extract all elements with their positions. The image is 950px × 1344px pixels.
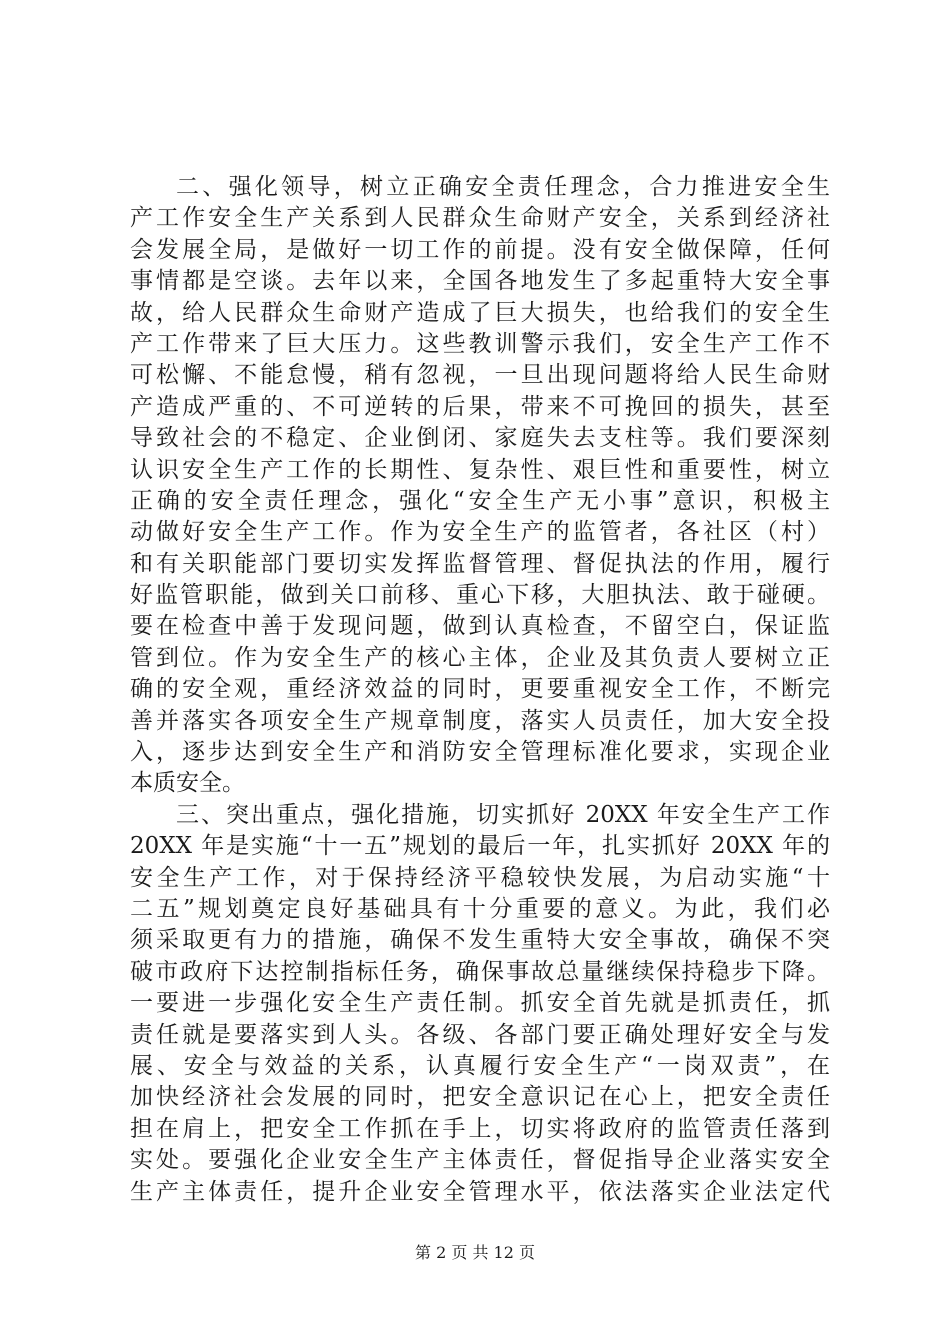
text-line: 责任就是要落实到人头。各级、各部门要正确处理好安全与发: [130, 1021, 830, 1048]
text-line: 管到位。作为安全生产的核心主体，企业及其负责人要树立正: [130, 644, 830, 671]
text-line: 二、强化领导，树立正确安全责任理念，合力推进安全生: [176, 174, 830, 200]
text-line: 可松懈、不能怠慢，稍有忽视，一旦出现问题将给人民生命财: [130, 362, 830, 389]
text-line: 三、突出重点，强化措施，切实抓好 20XX 年安全生产工作: [176, 801, 830, 828]
text-line: 安全生产工作，对于保持经济平稳较快发展，为启动实施“十: [130, 864, 830, 891]
text-line: 会发展全局，是做好一切工作的前提。没有安全做保障，任何: [130, 236, 830, 263]
text-line: 二五”规划奠定良好基础具有十分重要的意义。为此，我们必: [130, 895, 830, 922]
text-line: 故，给人民群众生命财产造成了巨大损失，也给我们的安全生: [130, 299, 830, 326]
page-footer: 第 2 页 共 12 页: [415, 1243, 535, 1262]
text-line: 一要进一步强化安全生产责任制。抓安全首先就是抓责任，抓: [130, 990, 830, 1017]
text-line: 要在检查中善于发现问题，做到认真检查，不留空白，保证监: [130, 613, 830, 640]
text-line: 须采取更有力的措施，确保不发生重特大安全事故，确保不突: [130, 927, 830, 954]
text-line: 事情都是空谈。去年以来，全国各地发生了多起重特大安全事: [130, 268, 830, 295]
text-line: 担在肩上，把安全工作抓在手上，切实将政府的监管责任落到: [130, 1115, 830, 1142]
text-line: 加快经济社会发展的同时，把安全意识记在心上，把安全责任: [130, 1084, 830, 1111]
text-line: 生产主体责任，提升企业安全管理水平，依法落实企业法定代: [130, 1178, 830, 1205]
text-line: 实处。要强化企业安全生产主体责任，督促指导企业落实安全: [130, 1147, 830, 1174]
text-line: 确的安全观，重经济效益的同时，更要重视安全工作，不断完: [130, 676, 830, 703]
text-line: 20XX 年是实施“十一五”规划的最后一年，扎实抓好 20XX 年的: [130, 833, 830, 860]
text-line: 本质安全。: [130, 770, 245, 797]
text-line: 产工作带来了巨大压力。这些教训警示我们，安全生产工作不: [130, 330, 830, 357]
text-line: 展、安全与效益的关系，认真履行安全生产“一岗双责”，在: [130, 1052, 830, 1079]
text-line: 善并落实各项安全生产规章制度，落实人员责任，加大安全投: [130, 707, 830, 734]
body-text: [130, 172, 830, 1208]
text-line: 动做好安全生产工作。作为安全生产的监管者，各社区（村）: [130, 519, 830, 546]
text-line: 好监管职能，做到关口前移、重心下移，大胆执法、敢于碰硬。: [130, 582, 830, 609]
text-line: 和有关职能部门要切实发挥监督管理、督促执法的作用，履行: [130, 550, 830, 577]
text-line: 产造成严重的、不可逆转的后果，带来不可挽回的损失，甚至: [130, 393, 830, 420]
text-line: 入，逐步达到安全生产和消防安全管理标准化要求，实现企业: [130, 739, 830, 766]
text-line: 产工作安全生产关系到人民群众生命财产安全，关系到经济社: [130, 205, 830, 232]
text-line: 破市政府下达控制指标任务，确保事故总量继续保持稳步下降。: [130, 958, 830, 985]
text-line: 认识安全生产工作的长期性、复杂性、艰巨性和重要性，树立: [130, 456, 830, 483]
text-line: 导致社会的不稳定、企业倒闭、家庭失去支柱等。我们要深刻: [130, 425, 830, 452]
text-line: 正确的安全责任理念，强化“安全生产无小事”意识，积极主: [130, 487, 830, 514]
